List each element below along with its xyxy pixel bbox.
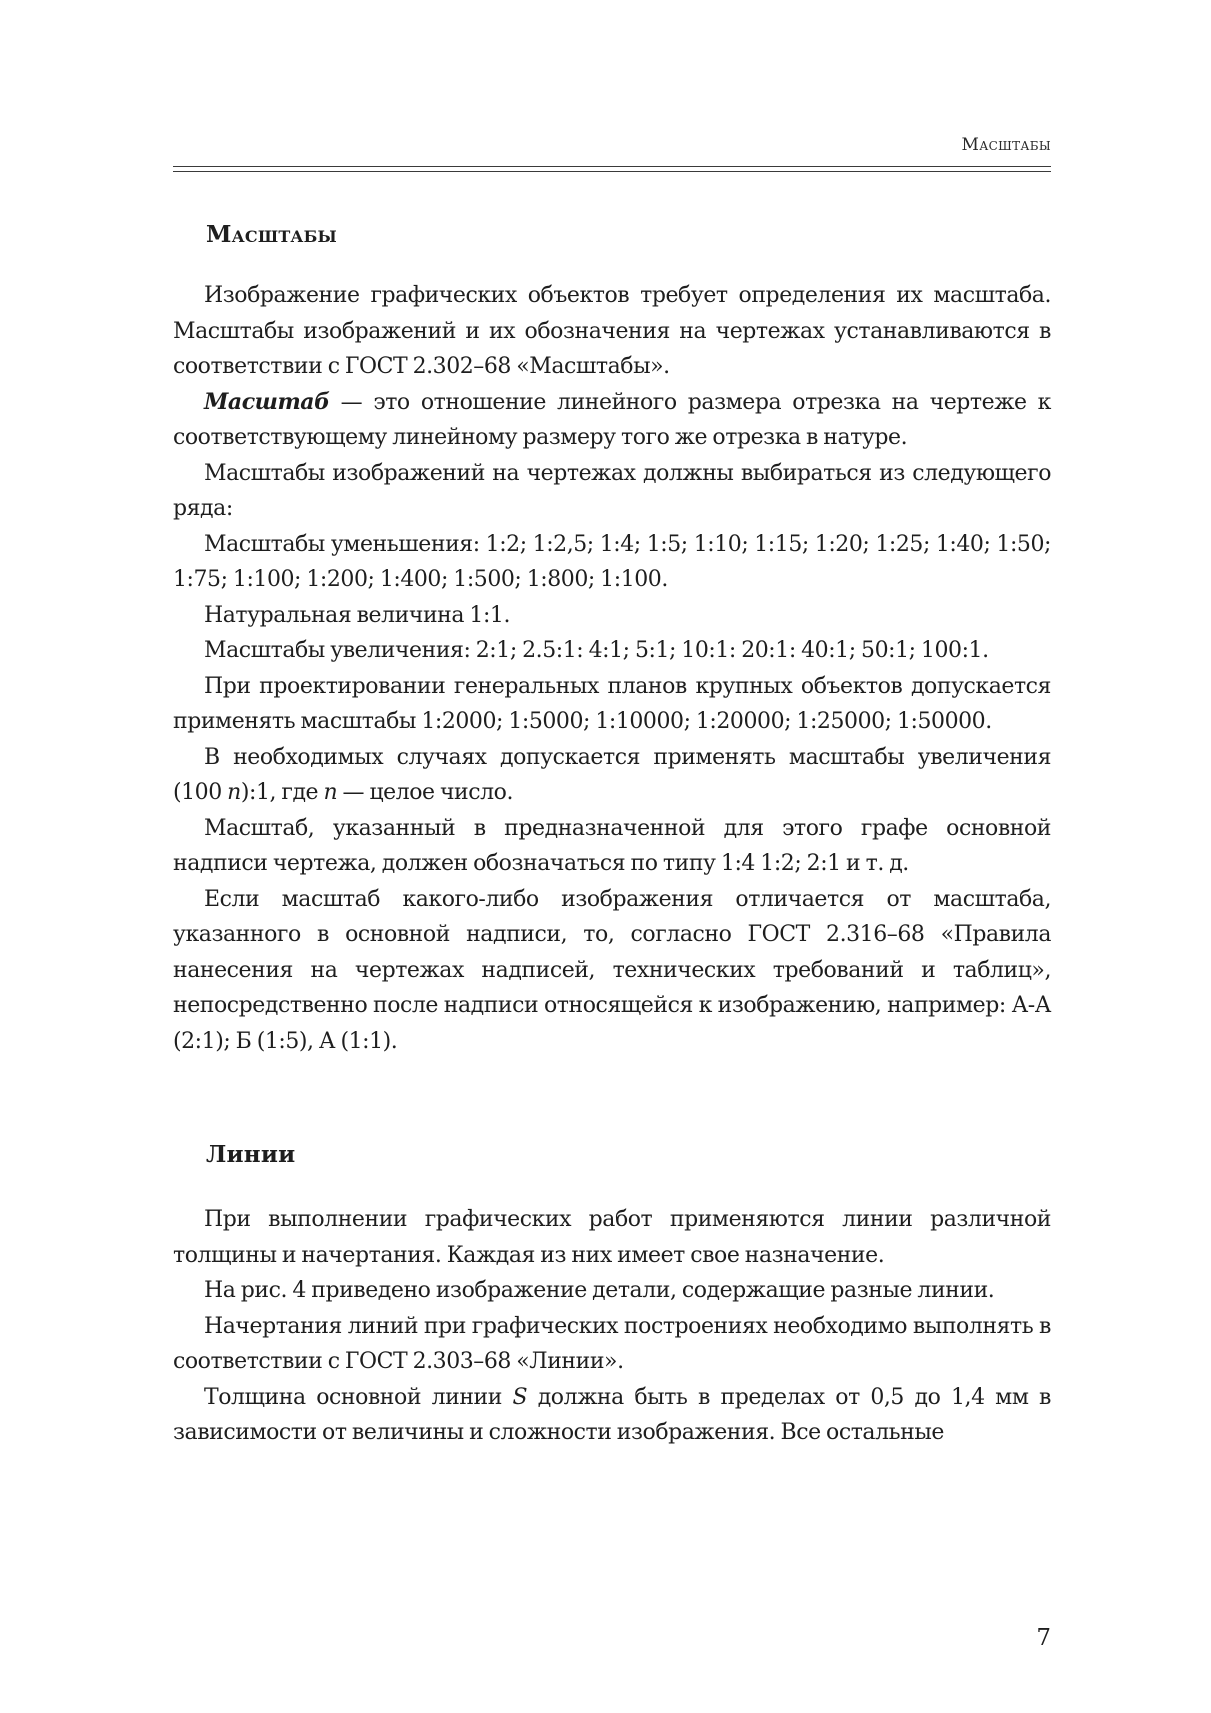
paragraph: Масштабы изображений на чертежах должны выбираться из следующего ряда: [173, 460, 1051, 521]
paragraph-enlargement-scales: Масштабы увеличения: 2:1; 2.5:1: 4:1; 5:1; 10:1: 20:1: 40:1; 50:1; 100:1. [204, 638, 989, 663]
text-run: ):1, где [240, 780, 324, 805]
paragraph-reduction-scales: Масштабы уменьшения: 1:2; 1:2,5; 1:4; 1:5; 1:10; 1:15; 1:20; 1:25; 1:40; 1:50; 1:75; 1:100; 1:200; 1:400; 1:500; 1:800; 1:100. [173, 531, 1051, 592]
paragraph: На рис. 4 приведено изображение детали, содержащие разные линии. [204, 1278, 995, 1303]
running-head: Масштабы [961, 135, 1051, 155]
header-rule-thin [173, 171, 1051, 172]
header-rule-thick [173, 166, 1051, 167]
paragraph: Масштаб, указанный в предназначенной для этого графе основной надписи чертежа, должен обозначаться по типу 1:4 1:2; 2:1 и т. д. [173, 815, 1051, 876]
section-title-lines: Линии [206, 1141, 296, 1168]
paragraph: При проектировании генеральных планов крупных объектов допускается применять масштабы 1:2000; 1:5000; 1:10000; 1:20000; 1:25000; 1:50000. [173, 673, 1051, 734]
term-scale: Масштаб [204, 388, 330, 415]
paragraph: Изображение графических объектов требует определения их масштаба. Масштабы изображений и их обозначения на чертежах устанавливаются в соответствии с ГОСТ 2.302–68 «Масштабы». [173, 283, 1051, 379]
page-body [173, 221, 1051, 1451]
text-run: Толщина основной линии [204, 1384, 513, 1410]
variable-n: n [227, 780, 241, 805]
paragraph-natural-scale: Натуральная величина 1:1. [204, 602, 510, 628]
paragraph [173, 740, 1051, 811]
paragraph-definition [173, 385, 1051, 456]
paragraph: Если масштаб какого-либо изображения отличается от масштаба, указанного в основной надписи, то, согласно ГОСТ 2.316–68 «Правила нанесения на чертежах надписей, технических требований и таблиц», непосредственно после надписи относящейся к изображению, например: А-А (2:1); Б (1:5), А (1:1). [173, 886, 1051, 1054]
variable-n: n [323, 780, 338, 805]
text-run: — целое число. [337, 780, 513, 805]
text-run: должна быть в пределах от 0,5 до 1,4 мм в зависимости от величины и сложности изображения. Все остальные [173, 1384, 1051, 1445]
page-number: 7 [1036, 1625, 1051, 1651]
variable-s: S [512, 1384, 528, 1410]
paragraph [173, 1380, 1051, 1451]
paragraph: Начертания линий при графических построениях необходимо выполнять в соответствии с ГОСТ 2.303–68 «Линии». [173, 1313, 1051, 1374]
text-run: В необходимых случаях допускается применять масштабы увеличения (100 [173, 744, 1051, 805]
section-title-scales: Масштабы [206, 221, 337, 248]
paragraph: При выполнении графических работ применяются линии различной толщины и начертания. Каждая из них имеет свое назначение. [173, 1207, 1051, 1268]
definition-text: — это отношение линейного размера отрезка на чертеже к соответствующему линейному размеру того же отрезка в натуре. [173, 389, 1051, 450]
